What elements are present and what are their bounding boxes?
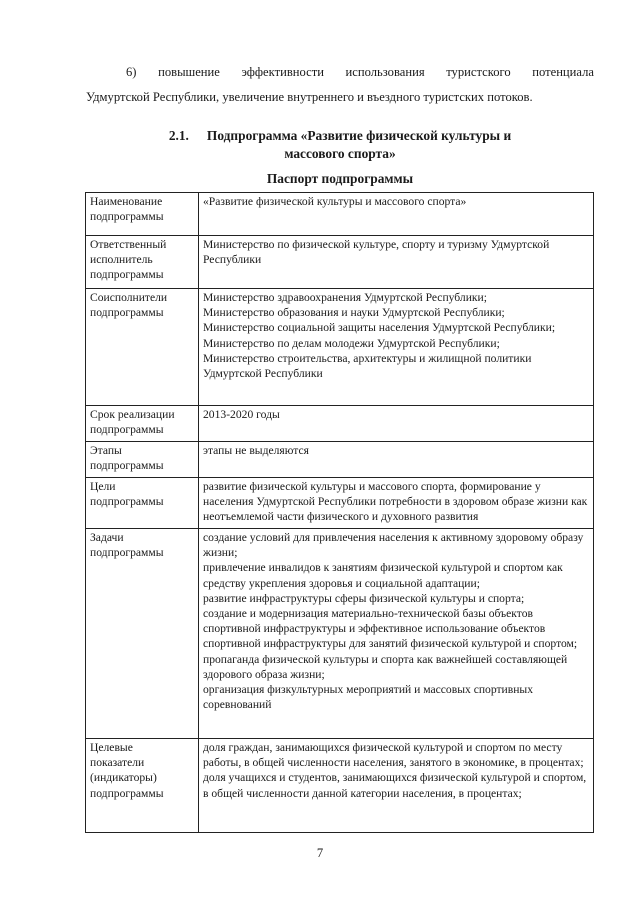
row-label: Наименование подпрограммы bbox=[86, 193, 199, 236]
row-label: Соисполнители подпрограммы bbox=[86, 289, 199, 406]
passport-title: Паспорт подпрограммы bbox=[266, 171, 414, 186]
row-value: Министерство по физической культуре, спорту и туризму Удмуртской Республики bbox=[199, 236, 594, 289]
intro-paragraph-line-2: Удмуртской Республики, увеличение внутреннего и въездного туристских потоков. bbox=[86, 90, 533, 104]
row-value: «Развитие физической культуры и массового спорта» bbox=[199, 193, 594, 236]
row-value: 2013-2020 годы bbox=[199, 406, 594, 442]
table-row bbox=[86, 406, 594, 442]
table-row bbox=[86, 478, 594, 529]
passport-table bbox=[85, 192, 594, 833]
row-value: создание условий для привлечения населения к активному здоровому образу жизни; привлечение инвалидов к занятиям физической культурой и спортом как средству укрепления здоровья и социальной адаптации; развитие инфраструктуры сферы физической культуры и спорта; создание и модернизация материально-технической базы объектов спортивной инфраструктуры и эффективное использование объектов спортивной инфраструктуры для занятий физической культурой и спортом; пропаганда физической культуры и спорта как важнейшей составляющей здорового образа жизни; организация физкультурных мероприятий и массовых спортивных соревнований bbox=[199, 529, 594, 739]
section-number: 2.1. bbox=[168, 128, 189, 143]
table-row bbox=[86, 193, 594, 236]
intro-paragraph-line-1: 6) повышение эффективности использования туристского потенциала bbox=[126, 65, 594, 79]
page-number: 7 bbox=[316, 846, 324, 860]
row-value: этапы не выделяются bbox=[199, 442, 594, 478]
row-label: Ответственный исполнитель подпрограммы bbox=[86, 236, 199, 289]
table-row bbox=[86, 289, 594, 406]
table-row bbox=[86, 236, 594, 289]
table-row bbox=[86, 739, 594, 833]
section-heading bbox=[86, 127, 594, 163]
row-label: Цели подпрограммы bbox=[86, 478, 199, 529]
section-title-line-1: Подпрограмма «Развитие физической культуры и bbox=[206, 128, 512, 143]
section-title-line-2: массового спорта» bbox=[284, 146, 396, 161]
row-value: доля граждан, занимающихся физической культурой и спортом по месту работы, в общей численности населения, занятого в экономике, в процентах; доля учащихся и студентов, занимающихся физической культурой и спортом, в общей численности данной категории населения, в процентах; bbox=[199, 739, 594, 833]
row-label: Задачи подпрограммы bbox=[86, 529, 199, 739]
row-value: развитие физической культуры и массового спорта, формирование у населения Удмуртской Республики потребности в здоровом образе жизни как неотъемлемой части физического и духовного развития bbox=[199, 478, 594, 529]
row-value: Министерство здравоохранения Удмуртской Республики; Министерство образования и науки Удмуртской Республики; Министерство социальной защиты населения Удмуртской Республики; Министерство по делам молодежи Удмуртской Республики; Министерство строительства, архитектуры и жилищной политики Удмуртской Республики bbox=[199, 289, 594, 406]
table-row bbox=[86, 529, 594, 739]
row-label: Срок реализации подпрограммы bbox=[86, 406, 199, 442]
row-label: Целевые показатели (индикаторы) подпрограммы bbox=[86, 739, 199, 833]
table-row bbox=[86, 442, 594, 478]
row-label: Этапы подпрограммы bbox=[86, 442, 199, 478]
